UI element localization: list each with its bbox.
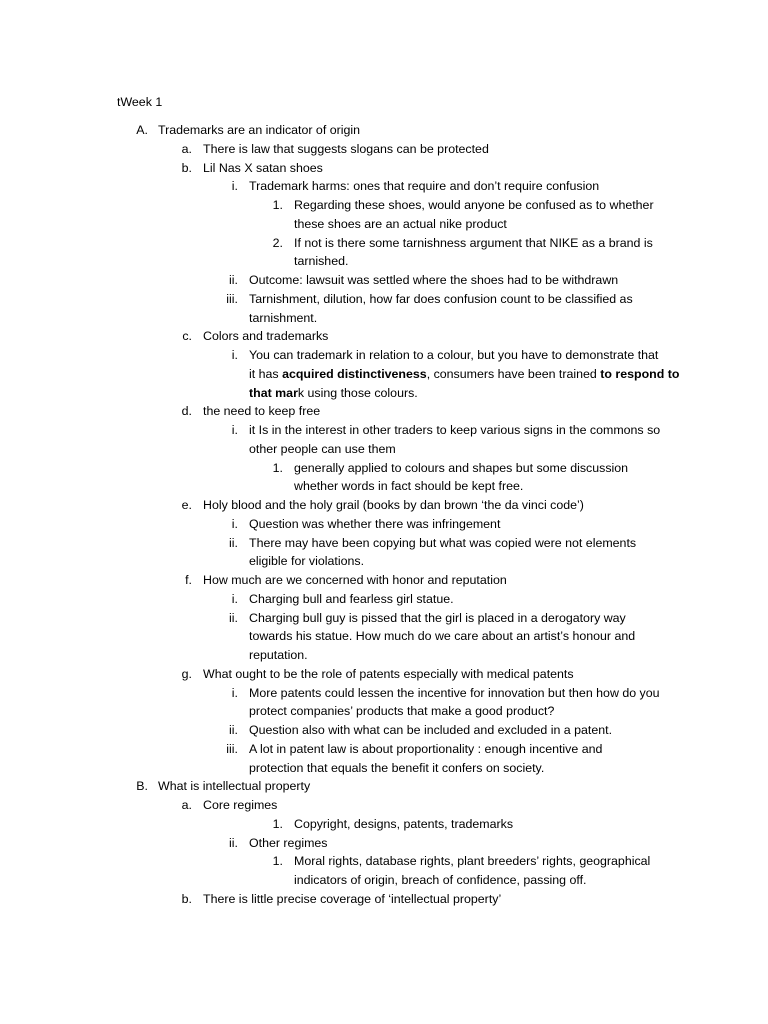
outline-text: Holy blood and the holy grail (books by dan brown ‘the da vinci code’) [203, 498, 584, 512]
outline-marker: B. [136, 779, 148, 794]
outline-text [249, 384, 418, 403]
outline-marker: a. [181, 141, 192, 156]
outline-text: More patents could lessen the incentive for innovation but then how do you [249, 685, 660, 700]
outline-line [0, 402, 768, 421]
outline-marker: ii. [229, 835, 238, 850]
outline-line [0, 440, 768, 459]
outline-line [0, 234, 768, 253]
outline-line [0, 740, 768, 759]
outline-marker: g. [181, 666, 192, 681]
outline-text: Other regimes [249, 835, 328, 850]
outline-marker: b. [181, 891, 192, 906]
outline-line [0, 815, 768, 834]
outline-line [0, 346, 768, 365]
outline-line [0, 159, 768, 178]
outline-marker: a. [181, 798, 192, 812]
bold-text-segment: to respond to [600, 366, 680, 381]
outline-marker: 1. [272, 816, 283, 831]
outline-text: eligible for violations. [249, 554, 365, 569]
outline-text: Question was whether there was infringement [249, 516, 501, 531]
outline-text: other people can use them [249, 441, 396, 456]
outline-text: Question also with what can be included and excluded in a patent. [249, 723, 613, 737]
bold-text-segment: that mar [249, 385, 298, 400]
text-segment: k using those colours. [297, 385, 418, 400]
outline-line [0, 459, 768, 478]
outline-marker: 1. [272, 460, 283, 475]
outline-marker: 2. [272, 235, 283, 250]
outline-line [0, 834, 768, 853]
outline-text: Copyright, designs, patents, trademarks [294, 816, 514, 831]
outline-line [0, 421, 768, 440]
outline-text: tarnished. [294, 254, 349, 269]
outline-line [0, 890, 768, 909]
outline-line [0, 477, 768, 496]
outline-line [0, 290, 768, 309]
outline-line [0, 759, 768, 778]
outline-text: these shoes are an actual nike product [294, 216, 507, 231]
outline-text: whether words in fact should be kept free. [294, 479, 524, 494]
outline-text: What is intellectual property [158, 779, 311, 794]
outline-text: the need to keep free [203, 404, 321, 419]
outline-marker: i. [231, 179, 238, 194]
outline-text: Charging bull guy is pissed that the girl is placed in a derogatory way [249, 610, 626, 625]
outline-text: There may have been copying but what was copied were not elements [249, 535, 637, 550]
outline-line [0, 702, 768, 721]
outline-line [0, 384, 768, 403]
outline-line [0, 721, 768, 740]
outline-text: Moral rights, database rights, plant breeders’ rights, geographical [294, 854, 651, 869]
outline-marker: i. [231, 591, 238, 606]
outline-line [0, 552, 768, 571]
outline-line [0, 140, 768, 159]
outline-text: indicators of origin, breach of confidence, passing off. [294, 873, 587, 887]
outline-text: it Is in the interest in other traders to keep various signs in the commons so [249, 423, 661, 437]
outline-text: Tarnishment, dilution, how far does confusion count to be classified as [249, 291, 633, 306]
title-text: tWeek 1 [117, 95, 163, 109]
outline-marker: b. [181, 160, 192, 175]
outline-marker: ii. [229, 723, 238, 737]
outline-text: There is law that suggests slogans can be protected [203, 141, 489, 156]
outline-text: Trademarks are an indicator of origin [158, 123, 361, 137]
outline-marker: f. [185, 573, 192, 587]
outline-text: generally applied to colours and shapes but some discussion [294, 460, 629, 475]
outline-line [0, 121, 768, 140]
outline-text: towards his statue. How much do we care about an artist’s honour and [249, 629, 636, 644]
outline-line [0, 215, 768, 234]
outline-text: Lil Nas X satan shoes [203, 160, 323, 175]
outline-text: Trademark harms: ones that require and don’t require confusion [249, 179, 600, 194]
outline-line [0, 777, 768, 796]
outline-line [0, 627, 768, 646]
outline-line [0, 515, 768, 534]
outline-line [0, 365, 768, 384]
outline-line [0, 684, 768, 703]
outline-line [0, 271, 768, 290]
outline-text: tarnishment. [249, 310, 318, 325]
outline-marker: i. [231, 516, 238, 531]
outline-marker: i. [231, 685, 238, 700]
outline-marker: 1. [272, 854, 283, 869]
outline-line [0, 571, 768, 590]
outline-marker: e. [181, 498, 192, 512]
outline-line [0, 590, 768, 609]
outline-text: protection that equals the benefit it confers on society. [249, 760, 545, 775]
outline-marker: iii. [226, 291, 238, 306]
outline-line [0, 646, 768, 665]
outline-line [0, 177, 768, 196]
outline-marker: d. [181, 404, 192, 419]
outline-text: If not is there some tarnishness argument that NIKE as a brand is [294, 235, 653, 250]
outline-marker: i. [231, 348, 238, 362]
text-segment: , consumers have been trained [426, 366, 601, 381]
outline-line [0, 252, 768, 271]
outline-marker: c. [182, 329, 192, 344]
outline-text: Outcome: lawsuit was settled where the shoes had to be withdrawn [249, 273, 619, 287]
outline-text [249, 365, 679, 384]
outline-line [0, 534, 768, 553]
outline-marker: ii. [229, 273, 238, 287]
outline-text: There is little precise coverage of ‘intellectual property’ [203, 891, 502, 906]
outline-text: What ought to be the role of patents especially with medical patents [203, 666, 574, 681]
outline-line [0, 496, 768, 515]
outline-marker: i. [231, 423, 238, 437]
outline-line [0, 196, 768, 215]
outline-text: How much are we concerned with honor and reputation [203, 573, 507, 587]
outline-text: Core regimes [203, 798, 278, 812]
outline-text: Regarding these shoes, would anyone be confused as to whether [294, 198, 654, 212]
bold-text-segment: acquired distinctiveness [282, 366, 427, 381]
outline-line [0, 665, 768, 684]
outline-text: protect companies’ products that make a good product? [249, 704, 555, 719]
outline-marker: 1. [272, 198, 283, 212]
text-segment: it has [249, 366, 283, 381]
outline-marker: ii. [229, 610, 238, 625]
outline-text: Charging bull and fearless girl statue. [249, 591, 454, 606]
outline-line [0, 609, 768, 628]
outline-text: reputation. [249, 648, 308, 662]
outline-marker: A. [136, 123, 148, 137]
outline-text: Colors and trademarks [203, 329, 329, 344]
outline-marker: ii. [229, 535, 238, 550]
outline-text: A lot in patent law is about proportionality : enough incentive and [249, 741, 603, 756]
document-title [0, 93, 768, 112]
outline-line [0, 796, 768, 815]
outline-line [0, 871, 768, 890]
outline-marker: iii. [226, 741, 238, 756]
outline-text: You can trademark in relation to a colour, but you have to demonstrate that [249, 348, 659, 362]
outline-line [0, 852, 768, 871]
outline-line [0, 309, 768, 328]
outline-line [0, 327, 768, 346]
